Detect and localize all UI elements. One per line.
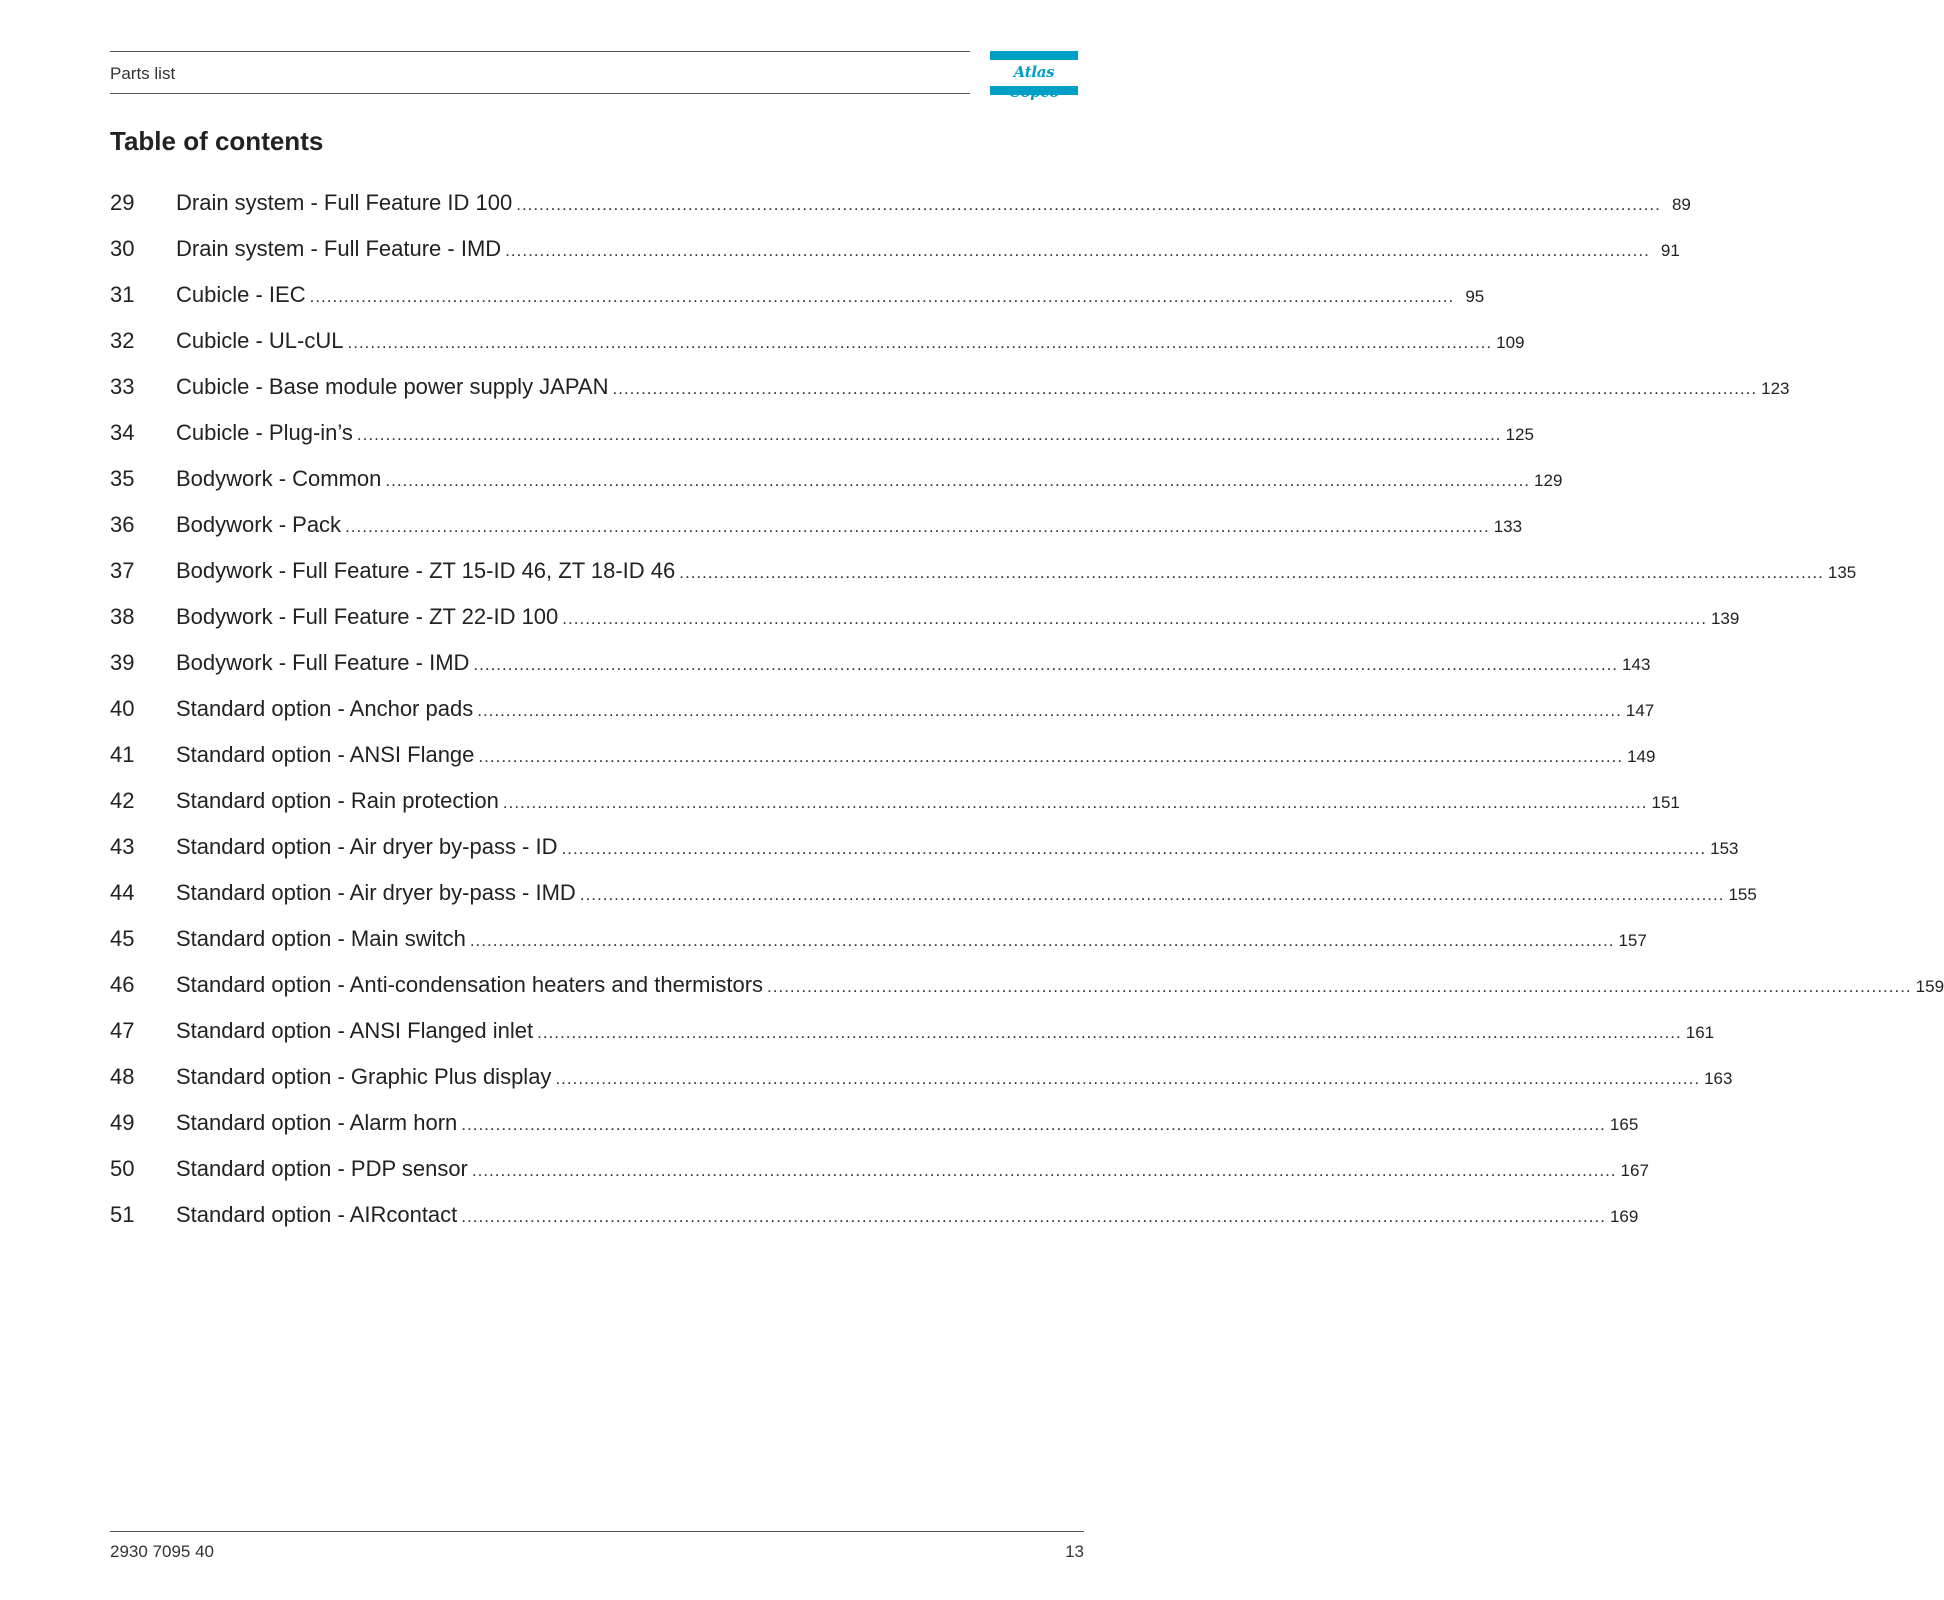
toc-entry[interactable]	[110, 870, 1757, 916]
toc-entry-number: 44	[110, 880, 135, 905]
toc-dot-leader: ........................................................................................................................................................................................................	[469, 931, 1615, 950]
toc-entry-title: Cubicle - UL-cUL	[176, 328, 344, 353]
toc-entry-title: Standard option - Rain protection	[176, 788, 499, 813]
toc-dot-leader: ........................................................................................................................................................................................................	[309, 287, 1455, 306]
toc-dot-leader: ........................................................................................................................................................................................................	[767, 977, 1912, 996]
toc-entry-page: 151	[1651, 793, 1680, 812]
toc-entry-page: 163	[1704, 1069, 1733, 1088]
atlas-copco-logo	[990, 51, 1078, 95]
toc-dot-leader: ........................................................................................................................................................................................................	[505, 241, 1650, 260]
toc-entry-number: 45	[110, 926, 135, 951]
toc-entry[interactable]	[110, 732, 1656, 778]
toc-entry-page: 123	[1761, 379, 1790, 398]
toc-entry-title: Bodywork - Full Feature - ZT 15-ID 46, ZT 18-ID 46	[176, 558, 676, 583]
toc-entry[interactable]	[110, 594, 1740, 640]
toc-entry-title: Cubicle - Base module power supply JAPAN	[176, 374, 609, 399]
toc-entry[interactable]	[110, 640, 1651, 686]
toc-entry-page: 159	[1915, 977, 1944, 996]
toc-entry[interactable]	[110, 1100, 1639, 1146]
toc-entry[interactable]	[110, 272, 1485, 318]
toc-list	[110, 180, 1944, 1238]
toc-entry-page: 133	[1493, 517, 1523, 536]
toc-entry-page: 89	[1671, 195, 1691, 214]
toc-dot-leader: ........................................................................................................................................................................................................	[356, 425, 1502, 444]
toc-entry-title: Cubicle - Plug-in’s	[176, 420, 353, 445]
toc-entry-number: 35	[110, 466, 135, 491]
toc-entry-title: Bodywork - Full Feature - IMD	[176, 650, 470, 675]
toc-entry-page: 129	[1534, 471, 1563, 490]
toc-entry-number: 43	[110, 834, 135, 859]
toc-dot-leader: ........................................................................................................................................................................................................	[561, 839, 1707, 858]
toc-heading: Table of contents	[110, 126, 324, 156]
toc-entry-page: 143	[1622, 655, 1651, 674]
toc-entry-title: Bodywork - Common	[176, 466, 382, 491]
page-header	[110, 51, 970, 94]
toc-entry-number: 34	[110, 420, 135, 445]
toc-entry-title: Bodywork - Pack	[176, 512, 342, 537]
toc-entry[interactable]	[110, 916, 1647, 962]
toc-entry-title: Standard option - Air dryer by-pass - ID	[176, 834, 558, 859]
toc-entry-title: Standard option - Alarm horn	[176, 1110, 458, 1135]
toc-entry-number: 31	[110, 282, 135, 307]
toc-entry-title: Standard option - Graphic Plus display	[176, 1064, 552, 1089]
toc-entry[interactable]	[110, 318, 1525, 364]
toc-entry[interactable]	[110, 824, 1739, 870]
toc-entry-title: Standard option - Main switch	[176, 926, 466, 951]
toc-entry-page: 167	[1620, 1161, 1649, 1180]
toc-entry-number: 36	[110, 512, 135, 537]
toc-entry-title: Standard option - Anti-condensation heaters and thermistors	[176, 972, 764, 997]
toc-entry[interactable]	[110, 180, 1691, 226]
toc-entry[interactable]	[110, 456, 1563, 502]
toc-entry-page: 147	[1625, 701, 1655, 720]
toc-entry-number: 47	[110, 1018, 135, 1043]
toc-entry-number: 49	[110, 1110, 135, 1135]
toc-entry-title: Standard option - Anchor pads	[176, 696, 474, 721]
toc-dot-leader: ........................................................................................................................................................................................................	[555, 1069, 1701, 1088]
toc-dot-leader: ........................................................................................................................................................................................................	[471, 1161, 1617, 1180]
toc-entry-title: Standard option - AIRcontact	[176, 1202, 458, 1227]
toc-dot-leader: ........................................................................................................................................................................................................	[477, 701, 1622, 720]
toc-entry-number: 32	[110, 328, 135, 353]
toc-dot-leader: ........................................................................................................................................................................................................	[537, 1023, 1682, 1042]
toc-entry-page: 169	[1609, 1207, 1639, 1226]
toc-entry-page: 153	[1710, 839, 1739, 858]
toc-dot-leader: ........................................................................................................................................................................................................	[562, 609, 1707, 628]
toc-entry-title: Standard option - ANSI Flanged inlet	[176, 1018, 534, 1043]
toc-entry-page: 125	[1505, 425, 1534, 444]
toc-entry-title: Standard option - ANSI Flange	[176, 742, 475, 767]
toc-entry-page: 165	[1609, 1115, 1639, 1134]
toc-entry-page: 135	[1827, 563, 1857, 582]
toc-entry-number: 30	[110, 236, 135, 261]
toc-entry-number: 29	[110, 190, 135, 215]
toc-entry[interactable]	[110, 962, 1944, 1008]
toc-entry-number: 38	[110, 604, 135, 629]
toc-entry-page: 149	[1627, 747, 1656, 766]
header-title: Parts list	[110, 64, 176, 83]
toc-entry-number: 41	[110, 742, 135, 767]
toc-entry[interactable]	[110, 548, 1857, 594]
toc-entry-title: Drain system - Full Feature ID 100	[176, 190, 513, 215]
toc-entry-page: 157	[1618, 931, 1647, 950]
toc-entry[interactable]	[110, 226, 1680, 272]
toc-dot-leader: ........................................................................................................................................................................................................	[461, 1115, 1606, 1134]
toc-dot-leader: ........................................................................................................................................................................................................	[612, 379, 1758, 398]
toc-dot-leader: ........................................................................................................................................................................................................	[478, 747, 1624, 766]
toc-entry-title: Standard option - Air dryer by-pass - IMD	[176, 880, 576, 905]
toc-dot-leader: ........................................................................................................................................................................................................	[502, 793, 1648, 812]
toc-entry-title: Cubicle - IEC	[176, 282, 306, 307]
toc-dot-leader: ........................................................................................................................................................................................................	[473, 655, 1619, 674]
toc-entry-page: 161	[1685, 1023, 1715, 1042]
toc-entry-number: 48	[110, 1064, 135, 1089]
toc-entry-number: 37	[110, 558, 135, 583]
toc-dot-leader: ........................................................................................................................................................................................................	[461, 1207, 1606, 1226]
toc-entry[interactable]	[110, 1054, 1733, 1100]
toc-entry-number: 39	[110, 650, 135, 675]
toc-dot-leader: ........................................................................................................................................................................................................	[347, 333, 1493, 352]
toc-dot-leader: ........................................................................................................................................................................................................	[516, 195, 1661, 214]
toc-entry[interactable]	[110, 686, 1655, 732]
logo-text: Atlas	[1013, 63, 1055, 81]
toc-entry-page: 139	[1710, 609, 1740, 628]
toc-entry-title: Bodywork - Full Feature - ZT 22-ID 100	[176, 604, 559, 629]
toc-dot-leader: ........................................................................................................................................................................................................	[679, 563, 1824, 582]
toc-entry-number: 40	[110, 696, 135, 721]
toc-entry-number: 51	[110, 1202, 135, 1227]
toc-entry-page: 109	[1496, 333, 1525, 352]
toc-entry-page: 95	[1465, 287, 1485, 306]
toc-dot-leader: ........................................................................................................................................................................................................	[345, 517, 1490, 536]
toc-entry[interactable]	[110, 1192, 1639, 1238]
toc-entry[interactable]	[110, 1008, 1715, 1054]
toc-entry-page: 91	[1660, 241, 1680, 260]
footer-doc-number: 2930 7095 40	[110, 1542, 214, 1561]
toc-entry-number: 42	[110, 788, 135, 813]
toc-entry[interactable]	[110, 410, 1534, 456]
toc-dot-leader: ........................................................................................................................................................................................................	[385, 471, 1531, 490]
toc-entry[interactable]	[110, 778, 1680, 824]
toc-entry[interactable]	[110, 364, 1790, 410]
toc-entry-page: 155	[1728, 885, 1757, 904]
toc-entry-number: 50	[110, 1156, 135, 1181]
toc-entry-number: 33	[110, 374, 135, 399]
footer-page-number: 13	[1065, 1542, 1084, 1561]
toc-entry-title: Drain system - Full Feature - IMD	[176, 236, 502, 261]
toc-entry-title: Standard option - PDP sensor	[176, 1156, 468, 1181]
toc-entry-number: 46	[110, 972, 135, 997]
toc-entry[interactable]	[110, 1146, 1649, 1192]
footer-rule	[110, 1531, 1084, 1532]
logo-top-bar	[990, 51, 1078, 60]
toc-entry[interactable]	[110, 502, 1523, 548]
logo-bottom-bar	[990, 86, 1078, 95]
toc-dot-leader: ........................................................................................................................................................................................................	[579, 885, 1725, 904]
